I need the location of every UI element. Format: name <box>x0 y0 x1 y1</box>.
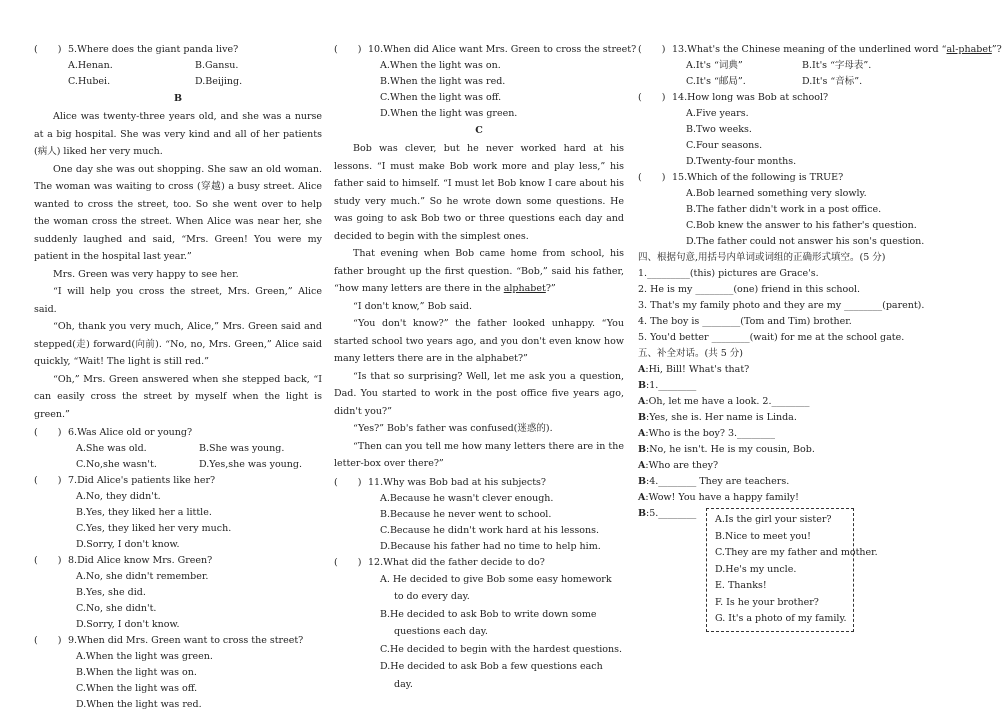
question-text: 8.Did Alice know Mrs. Green? <box>68 555 213 566</box>
question-12 <box>334 555 624 571</box>
options <box>34 58 322 74</box>
answer-bracket[interactable]: ( ) <box>34 555 62 566</box>
answer-bracket[interactable]: ( ) <box>34 635 62 646</box>
option-a: A.It's “词典” <box>686 60 743 71</box>
option-d: D.The father could not answer his son's question. <box>686 236 925 247</box>
option-d: D.He decided to ask Bob a few questions each day. <box>380 661 603 690</box>
option-d: D.Because his father had no time to help him. <box>380 540 601 552</box>
question-9 <box>34 633 322 649</box>
option-b: B.Two weeks. <box>686 124 752 135</box>
box-option: F. Is he your brother? <box>715 596 819 608</box>
option-b: B.When the light was on. <box>76 667 197 678</box>
option-a: A.When the light was on. <box>380 60 501 71</box>
question-text: 14.How long was Bob at school? <box>672 92 829 103</box>
option-c: C.When the light was off. <box>380 92 502 103</box>
answer-bracket[interactable]: ( ) <box>34 475 62 486</box>
answer-bracket[interactable]: ( ) <box>334 476 362 488</box>
question-15 <box>638 170 918 186</box>
option-b: B.It's “字母表”. <box>802 60 872 71</box>
option-b: B.Yes, she did. <box>76 587 146 598</box>
option-b: B.When the light was red. <box>380 76 506 87</box>
dialog-line: B:No, he isn't. He is my cousin, Bob. <box>638 444 815 455</box>
answer-bracket[interactable]: ( ) <box>638 92 666 103</box>
option-d: D.It's “音标”. <box>802 76 863 87</box>
question-text: 9.When did Mrs. Green want to cross the street? <box>68 635 304 646</box>
option-b: B.Because he never went to school. <box>380 508 552 520</box>
question-11 <box>334 475 624 491</box>
answer-bracket[interactable]: ( ) <box>638 44 666 55</box>
option-a: A.When the light was green. <box>76 651 213 662</box>
dialog-line: A:Who are they? <box>638 460 719 471</box>
option-a: A.Bob learned something very slowly. <box>686 188 867 199</box>
passage-paragraph: Alice was twenty-three years old, and she was a nurse at a big hospital. She was very kind and all of her patients (病人) liked her very much. <box>34 111 322 157</box>
passage-paragraph: “Is that so surprising? Well, let me ask you a question, Dad. You started to work in the post office five years ago, didn't you?” <box>334 370 624 417</box>
underlined-word: al-phabet <box>946 44 992 55</box>
fill-blank-item[interactable]: 5. You'd better ________(wait) for me at the school gate. <box>638 332 905 343</box>
box-option: B.Nice to meet you! <box>715 530 811 542</box>
fill-blank-item[interactable]: 2. He is my ________(one) friend in this school. <box>638 284 861 295</box>
passage-paragraph: “Yes?” Bob's father was confused(迷惑的). <box>353 423 553 434</box>
question-6 <box>34 425 322 441</box>
option-d: D.Twenty-four months. <box>686 156 797 167</box>
section-c-heading: C <box>475 125 483 136</box>
passage-paragraph: That evening when Bob came home from school, his father brought up the first question. “Bob,” said his father, “how many letters are there in the alphabet?” <box>334 248 624 294</box>
box-option: G. It's a photo of my family. <box>715 613 847 624</box>
question-text: 11.Why was Bob bad at his subjects? <box>368 476 547 488</box>
dialog-line: A:Hi, Bill! What's that? <box>638 364 750 375</box>
answer-bracket[interactable]: ( ) <box>334 556 362 568</box>
question-text: 13.What's the Chinese meaning of the underlined word “al-phabet”? <box>672 44 1002 55</box>
column-left <box>34 42 322 713</box>
options <box>34 74 322 90</box>
option-a: A.Henan. <box>68 60 113 71</box>
passage-paragraph: “I will help you cross the street, Mrs. Green,” Alice said. <box>34 286 322 315</box>
question-8 <box>34 553 322 569</box>
option-a: A.Because he wasn't clever enough. <box>380 492 554 504</box>
option-b: B.Gansu. <box>195 60 239 71</box>
option-c: C.Yes, they liked her very much. <box>76 523 232 534</box>
underlined-word: alphabet <box>503 283 546 294</box>
option-b: B.Yes, they liked her a little. <box>76 507 212 518</box>
dialog-line[interactable]: B:1.________ <box>638 380 697 391</box>
option-c: C.No, she didn't. <box>76 603 157 614</box>
options <box>34 441 322 457</box>
option-c: C.Because he didn't work hard at his lessons. <box>380 524 599 536</box>
question-5 <box>34 42 322 58</box>
option-c: C.Bob knew the answer to his father's question. <box>686 220 917 231</box>
passage-paragraph: “Oh, thank you very much, Alice,” Mrs. Green said and stepped(走) forward(向前). “No, no, Mrs. Green,” Alice said quickly, “Wait! The light is still red.” <box>34 321 322 367</box>
fill-blank-item[interactable]: 4. The boy is ________(Tom and Tim) brother. <box>638 316 852 327</box>
option-c: C.When the light was off. <box>76 683 198 694</box>
question-text: 10.When did Alice want Mrs. Green to cross the street? <box>368 44 637 55</box>
answer-options-box <box>706 508 878 632</box>
dialog-line: A:Wow! You have a happy family! <box>638 492 799 503</box>
option-c: C.He decided to begin with the hardest questions. <box>380 643 622 655</box>
option-c: C.No,she wasn't. <box>76 459 157 470</box>
fill-blank-item[interactable]: 1._________(this) pictures are Grace's. <box>638 268 819 279</box>
question-text: 7.Did Alice's patients like her? <box>68 475 216 486</box>
question-7 <box>34 473 322 489</box>
option-d: D.When the light was red. <box>76 699 202 710</box>
options <box>34 457 322 473</box>
dialog-line[interactable]: B:5.________ <box>638 508 697 519</box>
column-right <box>638 42 1002 632</box>
dialog-line[interactable]: B:4.________ They are teachers. <box>638 476 790 487</box>
column-middle <box>334 42 637 693</box>
passage-paragraph: “Oh,” Mrs. Green answered when she stepped back, “I can easily cross the street by myself when the light is green.” <box>34 373 322 420</box>
section-5-title: 五、补全对话。(共 5 分) <box>638 348 743 359</box>
options <box>638 74 918 90</box>
question-13 <box>638 42 1002 58</box>
option-d: D.Sorry, I don't know. <box>76 619 180 630</box>
dialog-line[interactable]: A:Who is the boy? 3.________ <box>638 428 776 439</box>
section-b-heading: B <box>173 93 183 104</box>
option-b: B.The father didn't work in a post office. <box>686 204 882 215</box>
option-c: C.Hubei. <box>68 76 111 87</box>
option-c: C.Four seasons. <box>686 140 763 151</box>
question-text: 5.Where does the giant panda live? <box>68 44 239 55</box>
question-14 <box>638 90 918 106</box>
passage-paragraph: Bob was clever, but he never worked hard at his lessons. “I must make Bob work more and play less,” his father said to himself. “I must let Bob know I care about his study very much.” So he wrote down some questions. He was going to ask Bob two or three questions each day and decided to begin with the simplest ones. <box>334 143 624 242</box>
passage-paragraph: “Then can you tell me how many letters there are in the letter-box over there?” <box>334 440 624 469</box>
passage-paragraph: “You don't know?” the father looked unhappy. “You started school two years ago, and you don't even know how many letters there are in the alphabet?” <box>334 318 624 364</box>
option-a: A.No, they didn't. <box>76 491 161 502</box>
answer-bracket[interactable]: ( ) <box>34 44 62 55</box>
option-d: D.Yes,she was young. <box>199 459 303 470</box>
answer-bracket[interactable]: ( ) <box>638 172 666 183</box>
option-d: D.Beijing. <box>195 76 243 87</box>
section-4-title: 四、根据句意,用括号内单词或词组的正确形式填空。(5 分) <box>638 252 886 263</box>
answer-bracket[interactable]: ( ) <box>334 44 362 55</box>
question-10 <box>334 42 637 58</box>
box-option: D.He's my uncle. <box>715 563 797 575</box>
option-a: A. He decided to give Bob some easy homework to do every day. <box>380 573 612 602</box>
passage-paragraph: “I don't know,” Bob said. <box>353 300 472 312</box>
option-a: A.No, she didn't remember. <box>76 571 209 582</box>
option-b: B.He decided to ask Bob to write down some questions each day. <box>380 608 597 637</box>
passage-paragraph: Mrs. Green was very happy to see her. <box>53 268 239 280</box>
option-a: A.Five years. <box>686 108 749 119</box>
box-option: C.They are my father and mother. <box>715 547 878 558</box>
question-text: 15.Which of the following is TRUE? <box>672 172 844 183</box>
options <box>638 58 918 74</box>
option-b: B.She was young. <box>199 443 285 454</box>
option-c: C.It's “邮局”. <box>686 76 746 87</box>
option-d: D.Sorry, I don't know. <box>76 539 180 550</box>
dialog-line: B:Yes, she is. Her name is Linda. <box>638 412 797 423</box>
box-option: A.Is the girl your sister? <box>715 514 832 525</box>
dialog-line[interactable]: A:Oh, let me have a look. 2.________ <box>638 396 810 407</box>
fill-blank-item[interactable]: 3. That's my family photo and they are my ________(parent). <box>638 300 925 311</box>
box-option: E. Thanks! <box>715 580 767 591</box>
answer-bracket[interactable]: ( ) <box>34 427 62 438</box>
option-a: A.She was old. <box>76 443 147 454</box>
option-d: D.When the light was green. <box>380 108 518 119</box>
question-text: 6.Was Alice old or young? <box>68 427 193 438</box>
question-text: 12.What did the father decide to do? <box>368 556 545 568</box>
passage-paragraph: One day she was out shopping. She saw an old woman. The woman was waiting to cross (穿越) a busy street. Alice wanted to cross the street, too. So she went over to help the woman cross the street. When Alice was near her, she suddenly laughed and said, “Mrs. Green! You were my patient in the hospital last year.” <box>34 163 322 262</box>
